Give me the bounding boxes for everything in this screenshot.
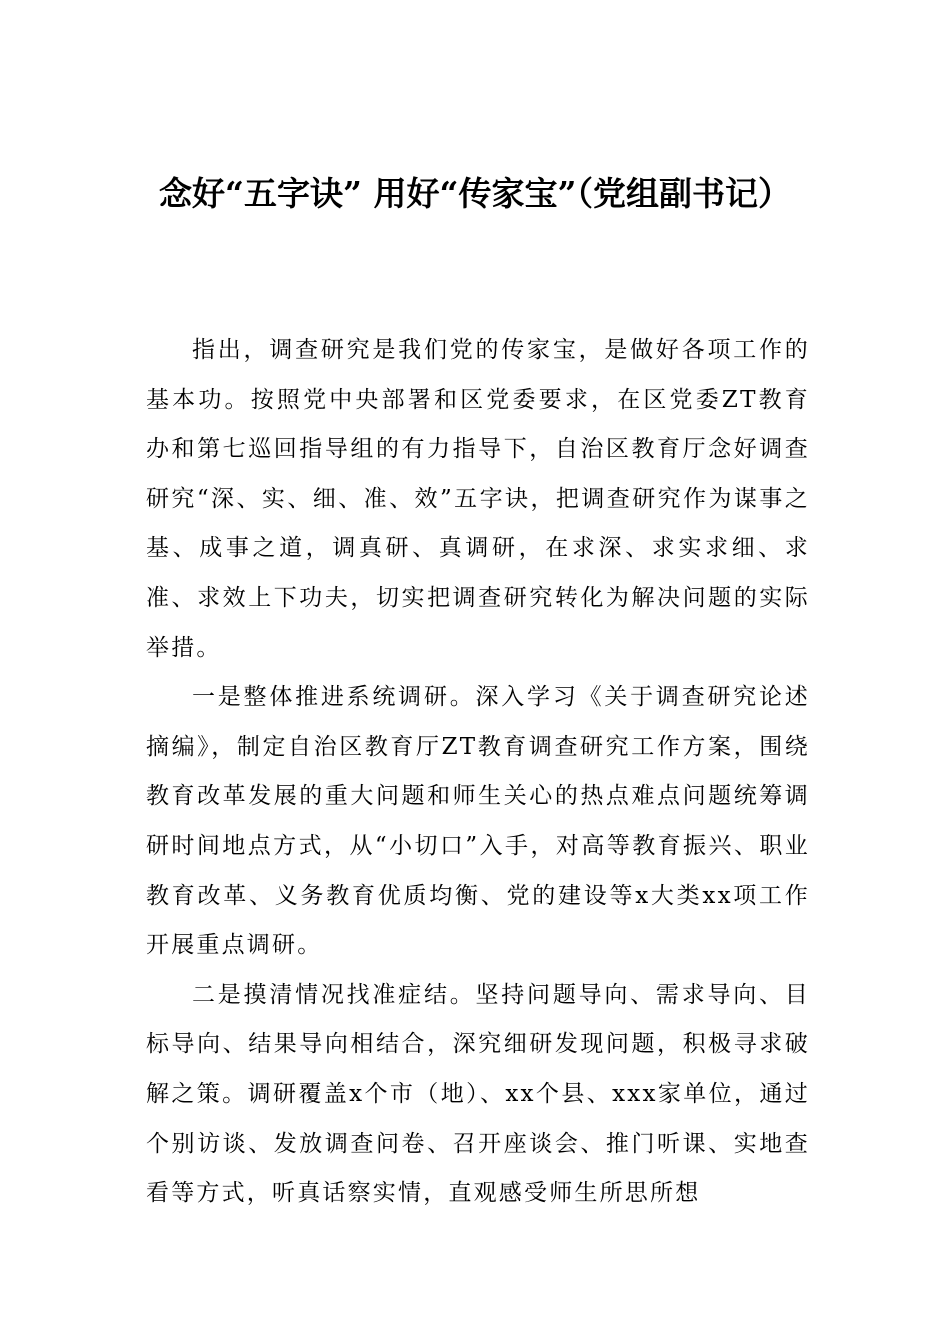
document-body <box>146 326 810 1219</box>
paragraph-point-one: 一是整体推进系统调研。深入学习《关于调查研究论述摘编》，制定自治区教育厅ZT教育调查研究工作方案，围绕教育改革发展的重大问题和师生关心的热点难点问题统筹调研时间地点方式，从“小切口”入手，对高等教育振兴、职业教育改革、义务教育优质均衡、党的建设等x大类xx项工作开展重点调研。 <box>146 684 810 959</box>
document-title: 念好“五字诀” 用好“传家宝”（党组副书记） <box>159 174 791 213</box>
paragraph-point-two: 二是摸清情况找准症结。坚持问题导向、需求导向、目标导向、结果导向相结合，深究细研发现问题，积极寻求破解之策。调研覆盖x个市（地）、xx个县、xxx家单位，通过个别访谈、发放调查问卷、召开座谈会、推门听课、实地查看等方式，听真话察实情，直观感受师生所思所想 <box>146 981 810 1207</box>
paragraph-intro: 指出，调查研究是我们党的传家宝，是做好各项工作的基本功。按照党中央部署和区党委要求，在区党委ZT教育办和第七巡回指导组的有力指导下，自治区教育厅念好调查研究“深、实、细、准、效”五字诀，把调查研究作为谋事之基、成事之道，调真研、真调研，在求深、求实求细、求准、求效上下功夫，切实把调查研究转化为解决问题的实际举措。 <box>146 337 810 661</box>
